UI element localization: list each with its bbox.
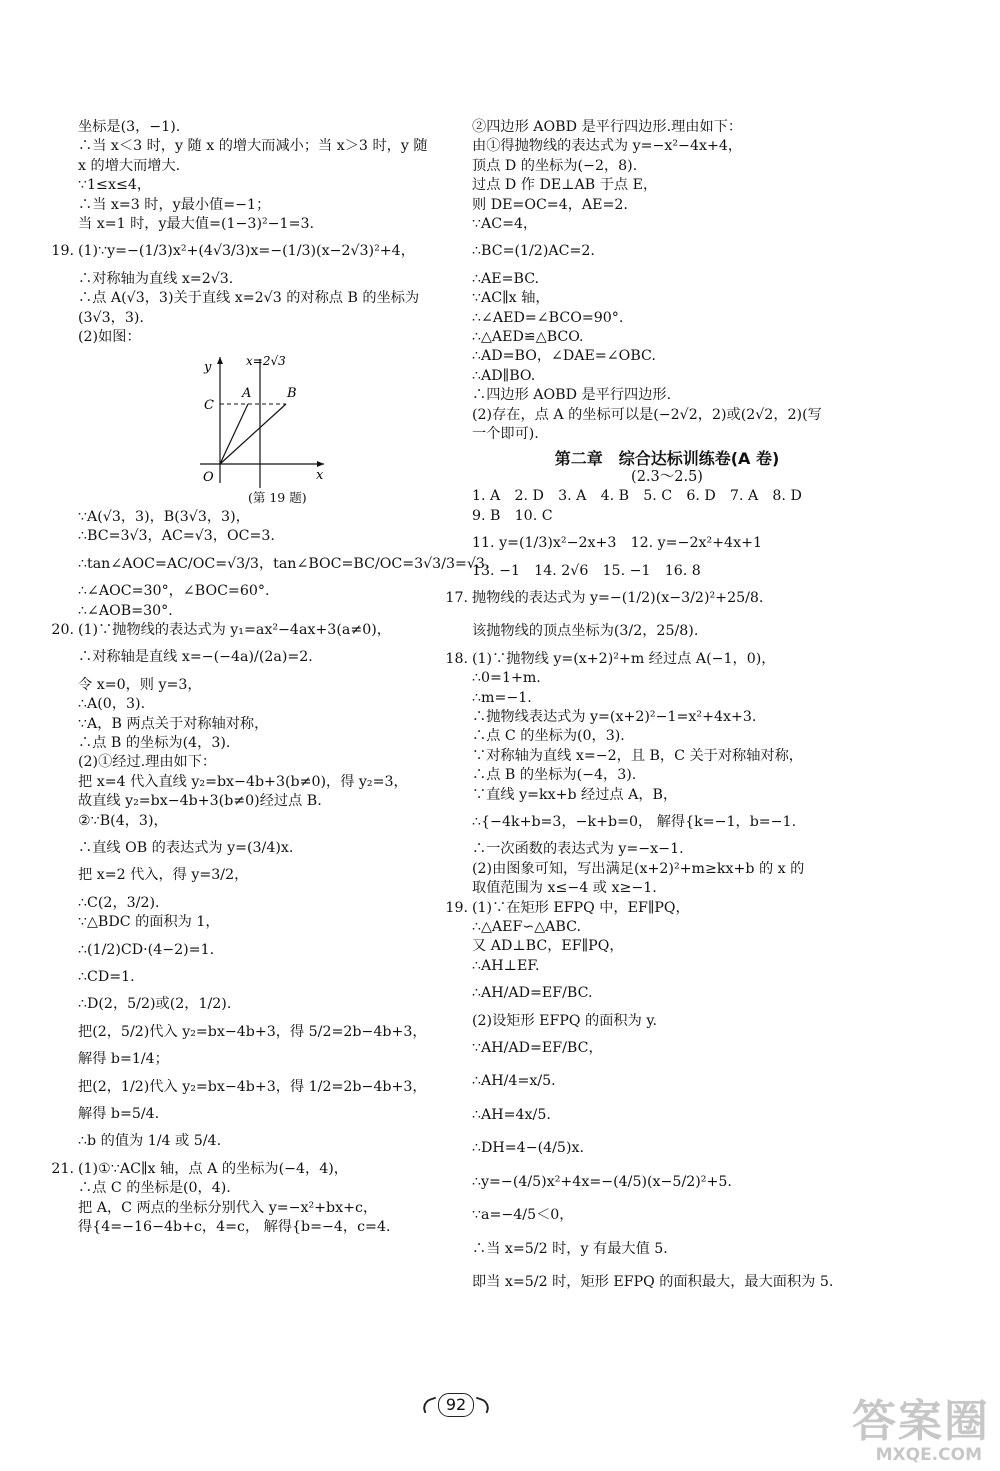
text-line: ∴D(2，5/2)或(2，1/2).	[78, 996, 232, 1013]
text-line: ∵对称轴为直线 x=−2，且 B，C 关于对称轴对称，	[472, 747, 803, 764]
text-line: 把(2，5/2)代入 y₂=bx−4b+3，得 5/2=2b−4b+3，	[78, 1023, 427, 1040]
x-axis-arrow	[317, 461, 324, 467]
text-line: ∴y=−(4/5)x²+4x=−(4/5)(x−5/2)²+5.	[472, 1173, 732, 1190]
figure-caption: (第 19 题)	[248, 490, 307, 506]
text-line: ∴tan∠AOC=AC/OC=√3/3，tan∠BOC=BC/OC=3√3/3=√3.	[78, 555, 490, 572]
text-line: ∴A(0，3).	[78, 696, 146, 713]
text-line: 取值范围为 x≤−4 或 x≥−1.	[472, 880, 657, 897]
question-17-line	[445, 589, 862, 608]
frog-leg-icon	[472, 1397, 491, 1414]
answer-line: 13. −1 14. 2√6 15. −1 16. 8	[472, 562, 701, 579]
text-line: ∴点 C 的坐标是(0，4).	[78, 1180, 231, 1197]
text-line: 该抛物线的顶点坐标为(3/2，25/8).	[472, 623, 699, 640]
text-line: ∴b 的值为 1/4 或 5/4.	[78, 1133, 222, 1150]
question-number: 19.	[445, 899, 468, 916]
origin-label: O	[203, 470, 214, 486]
text-line: ∴直线 OB 的表达式为 y=(3/4)x.	[78, 839, 294, 856]
text-line: 故直线 y₂=bx−4b+3(b≠0)经过点 B.	[78, 793, 322, 810]
text-line: ∴△AED≌△BCO.	[472, 329, 584, 346]
text-line: 即当 x=5/2 时，矩形 EFPQ 的面积最大，最大面积为 5.	[472, 1273, 834, 1290]
text-line: ∴DH=4−(4/5)x.	[472, 1140, 584, 1157]
text-line: ②∵B(4，3)，	[78, 812, 168, 829]
text-line: 把 A，C 两点的坐标分别代入 y=−x²+bx+c，	[78, 1199, 378, 1216]
text-line: ∴AE=BC.	[472, 270, 540, 287]
text-line: (2)如图：	[78, 329, 141, 346]
text-line: 得{4=−16−4b+c，4=c， 解得{b=−4，c=4.	[78, 1219, 391, 1236]
text-line: x 的增大而增大.	[78, 157, 181, 174]
watermark-url: MXQE.COM	[875, 1445, 982, 1465]
text-line: ∴对称轴是直线 x=−(−4a)/(2a)=2.	[78, 649, 313, 666]
page-number-badge	[420, 1385, 490, 1425]
text-line: 把 x=4 代入直线 y₂=bx−4b+3(b≠0)，得 y₂=3，	[78, 773, 408, 790]
text-line: (1)∵在矩形 EFPQ 中，EF∥PQ，	[472, 899, 690, 916]
text-line: ∴点 B 的坐标为(4，3).	[78, 734, 231, 751]
text-line: ∴点 A(√3，3)关于直线 x=2√3 的对称点 B 的坐标为	[78, 290, 420, 307]
text-line: ∴AH/AD=EF/BC.	[472, 985, 593, 1002]
text-line: 令 x=0，则 y=3，	[78, 676, 202, 693]
answer-line: 9. B 10. C	[472, 507, 553, 524]
text-line: ∵△BDC 的面积为 1，	[78, 914, 220, 931]
text-line: 由①得抛物线的表达式为 y=−x²−4x+4，	[472, 138, 743, 155]
text-line: ∴AH/4=x/5.	[472, 1073, 556, 1090]
text-line: ∴对称轴为直线 x=2√3.	[78, 270, 234, 287]
text-line: ∵AC∥x 轴，	[472, 290, 550, 307]
text-line: 抛物线的表达式为 y=−(1/2)(x−3/2)²+25/8.	[472, 589, 764, 606]
text-line: ∴AH⊥EF.	[472, 957, 540, 974]
point-b-label: B	[287, 386, 297, 402]
text-line: 把 x=2 代入，得 y=3/2，	[78, 867, 249, 884]
question-20-line	[51, 621, 456, 640]
text-line: ∴∠AOC=30°，∠BOC=60°.	[78, 583, 270, 600]
text-line: 又 AD⊥BC，EF∥PQ，	[472, 938, 624, 955]
text-line: ∴∠AED=∠BCO=90°.	[472, 309, 624, 326]
text-line: (2)存在，点 A 的坐标可以是(−2√2，2)或(2√2，2)(写	[472, 406, 822, 423]
text-line: ∴当 x=5/2 时，y 有最大值 5.	[472, 1240, 668, 1257]
text-line: ②四边形 AOBD 是平行四边形.理由如下：	[472, 119, 743, 135]
text-line: (1)∵抛物线 y=(x+2)²+m 经过点 A(−1，0)，	[472, 650, 776, 667]
segment-oa	[220, 404, 248, 464]
watermark	[790, 1385, 990, 1465]
text-line: (2)由图象可知，写出满足(x+2)²+m≥kx+b 的 x 的	[472, 860, 805, 877]
text-line: 顶点 D 的坐标为(−2，8).	[472, 157, 638, 174]
text-line: ∵直线 y=kx+b 经过点 A，B，	[472, 786, 678, 803]
point-a-label: A	[242, 386, 252, 402]
answer-line: 1. A 2. D 3. A 4. B 5. C 6. D 7. A 8. D	[472, 488, 802, 505]
question-number: 20.	[51, 621, 74, 638]
text-line: (2)①经过.理由如下：	[78, 754, 217, 771]
chapter-title: 第二章 综合达标训练卷(A 卷)	[554, 448, 780, 468]
text-line: ∴点 C 的坐标为(0，3).	[472, 728, 625, 745]
text-line: ∴△AEF∽△ABC.	[472, 919, 581, 936]
text-line: ∴∠AOB=30°.	[78, 602, 173, 619]
text-line: ∴当 x＜3 时，y 随 x 的增大而减小；当 x＞3 时，y 随	[78, 138, 428, 155]
text-line: 坐标是(3，−1).	[78, 119, 181, 135]
text-line: ∵AH/AD=EF/BC，	[472, 1040, 603, 1057]
question-19-line	[445, 899, 862, 918]
text-line: ∴C(2，3/2).	[78, 894, 160, 911]
question-number: 18.	[445, 650, 468, 667]
text-line: 一个即可).	[472, 426, 539, 443]
segment-ob	[220, 404, 286, 464]
question-21-line	[51, 1160, 456, 1179]
text-line: 过点 D 作 DE⊥AB 于点 E，	[472, 177, 658, 194]
text-line: (1)①∵AC∥x 轴，点 A 的坐标为(−4，4)，	[78, 1160, 348, 1177]
question-19-figure	[188, 353, 328, 488]
text-line: ∴BC=3√3，AC=√3，OC=3.	[78, 528, 275, 545]
x-equation-label: x=2√3	[246, 354, 286, 369]
text-line: ∴AH=4x/5.	[472, 1106, 551, 1123]
text-line: ∴抛物线表达式为 y=(x+2)²−1=x²+4x+3.	[472, 708, 757, 725]
text-line: ∵a=−4/5＜0，	[472, 1207, 574, 1224]
y-axis-label: y	[204, 360, 212, 376]
y-axis-arrow	[217, 357, 223, 364]
frog-leg-icon	[420, 1397, 439, 1414]
right-column	[445, 118, 862, 1292]
question-number: 19.	[51, 243, 74, 260]
page-number: 92	[438, 1393, 474, 1417]
text-line: ∴BC=(1/2)AC=2.	[472, 243, 595, 260]
text-line: ∴四边形 AOBD 是平行四边形.	[472, 387, 672, 404]
x-axis-label: x	[316, 468, 324, 484]
text-line: (3√3，3).	[78, 309, 144, 326]
text-line: ∵AC=4，	[472, 216, 538, 233]
text-line: 把(2，1/2)代入 y₂=bx−4b+3，得 1/2=2b−4b+3，	[78, 1078, 427, 1095]
text-line: ∴AD∥BO.	[472, 367, 536, 384]
text-line: ∴{−4k+b=3，−k+b=0， 解得{k=−1，b=−1.	[472, 814, 797, 830]
text-line: 则 DE=OC=4，AE=2.	[472, 196, 628, 213]
text-line: 当 x=1 时，y最大值=(1−3)²−1=3.	[78, 216, 314, 233]
answer-line: 11. y=(1/3)x²−2x+3 12. y=−2x²+4x+1	[472, 535, 762, 552]
watermark-text: 答案圈	[852, 1396, 990, 1447]
text-line: ∴m=−1.	[472, 689, 532, 706]
question-18-line	[445, 650, 862, 669]
text-line: (2)设矩形 EFPQ 的面积为 y.	[472, 1012, 657, 1029]
text-line: ∵1≤x≤4，	[78, 177, 152, 194]
text-line: 解得 b=1/4；	[78, 1051, 169, 1068]
question-19-line	[51, 242, 456, 261]
text-line: (1)∵抛物线的表达式为 y₁=ax²−4ax+3(a≠0)，	[78, 621, 391, 638]
text-line: ∴(1/2)CD·(4−2)=1.	[78, 941, 215, 958]
question-number: 21.	[51, 1160, 74, 1177]
point-c-label: C	[204, 398, 214, 414]
text-line: ∴CD=1.	[78, 969, 135, 985]
chapter-subtitle: (2.3～2.5)	[631, 468, 703, 485]
text-line: ∴0=1+m.	[472, 670, 541, 687]
text-line: ∴点 B 的坐标为(−4，3).	[472, 767, 637, 784]
text-line: 解得 b=5/4.	[78, 1106, 160, 1123]
text-line: ∴一次函数的表达式为 y=−x−1.	[472, 841, 684, 858]
question-number: 17.	[445, 589, 468, 606]
text-line: ∵A(√3，3)，B(3√3，3)，	[78, 508, 250, 525]
text-line: (1)∵y=−(1/3)x²+(4√3/3)x=−(1/3)(x−2√3)²+4，	[78, 243, 415, 260]
text-line: ∴AD=BO，∠DAE=∠OBC.	[472, 348, 656, 365]
text-line: ∵A，B 两点关于对称轴对称，	[78, 715, 269, 732]
text-line: ∴当 x=3 时，y最小值=−1；	[78, 196, 271, 213]
